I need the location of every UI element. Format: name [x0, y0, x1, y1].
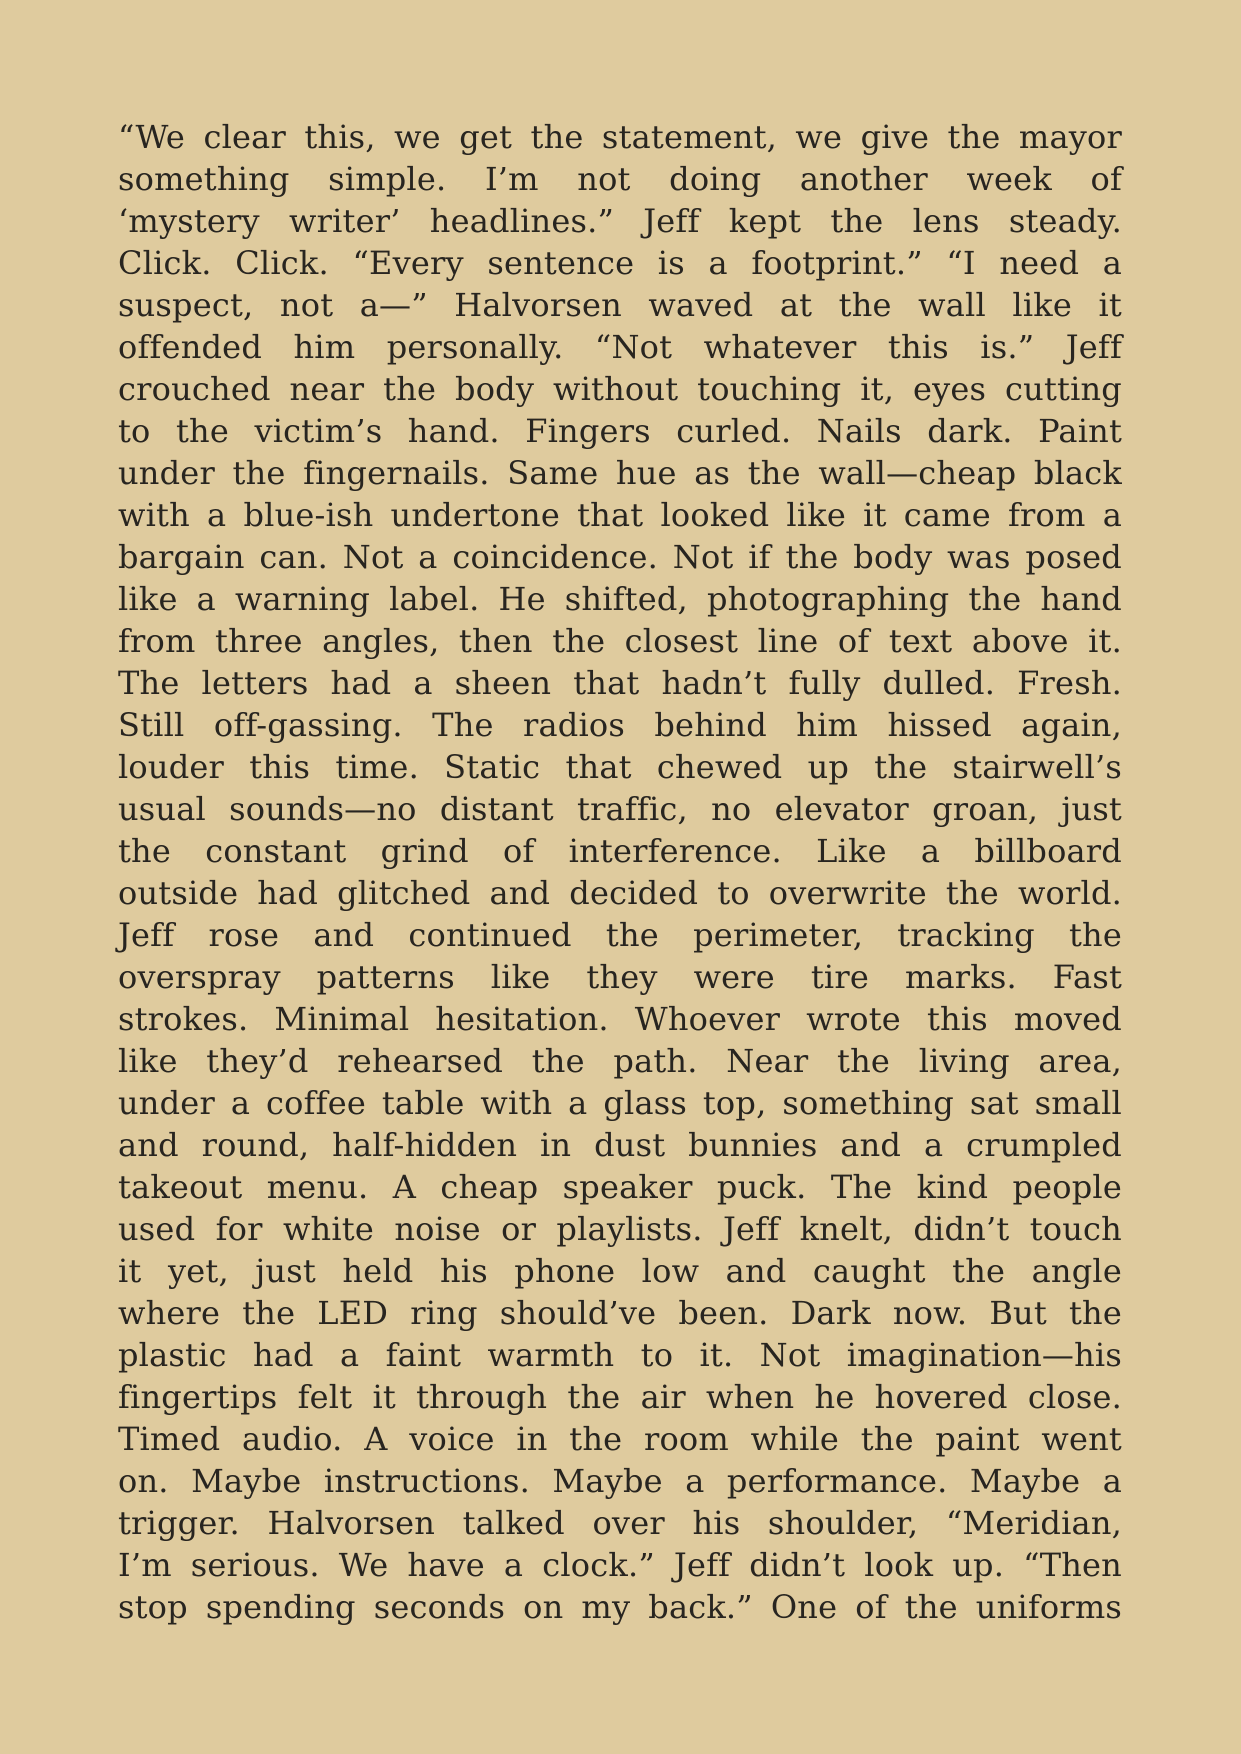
text-line: suspect, not a—” Halvorsen waved at the wall like it	[118, 286, 1122, 324]
story-text	[118, 116, 1122, 1628]
text-line: Still off-gassing. The radios behind him hissed again,	[118, 706, 1122, 744]
text-line: to the victim’s hand. Fingers curled. Nails dark. Paint	[118, 412, 1122, 450]
text-line: under the fingernails. Same hue as the wall—cheap black	[118, 454, 1122, 492]
text-line: Timed audio. A voice in the room while the paint went	[118, 1420, 1122, 1458]
text-line: “We clear this, we get the statement, we give the mayor	[118, 118, 1122, 156]
text-line: I’m serious. We have a clock.” Jeff didn’t look up. “Then	[118, 1546, 1122, 1584]
text-line: like a warning label. He shifted, photographing the hand	[118, 580, 1122, 618]
text-line: plastic had a faint warmth to it. Not imagination—his	[118, 1336, 1122, 1374]
text-line: offended him personally. “Not whatever this is.” Jeff	[118, 328, 1122, 366]
text-line: from three angles, then the closest line of text above it.	[118, 622, 1122, 660]
text-line: used for white noise or playlists. Jeff knelt, didn’t touch	[118, 1210, 1122, 1248]
text-line: overspray patterns like they were tire marks. Fast	[118, 958, 1122, 996]
text-line: louder this time. Static that chewed up the stairwell’s	[118, 748, 1122, 786]
text-line: outside had glitched and decided to overwrite the world.	[118, 874, 1122, 912]
text-line: the constant grind of interference. Like a billboard	[118, 832, 1122, 870]
text-line: ‘mystery writer’ headlines.” Jeff kept the lens steady.	[118, 202, 1122, 240]
text-line: trigger. Halvorsen talked over his shoulder, “Meridian,	[118, 1504, 1122, 1542]
text-line: where the LED ring should’ve been. Dark now. But the	[118, 1294, 1122, 1332]
text-line: usual sounds—no distant traffic, no elevator groan, just	[118, 790, 1122, 828]
text-line: strokes. Minimal hesitation. Whoever wrote this moved	[118, 1000, 1122, 1038]
text-line: crouched near the body without touching it, eyes cutting	[118, 370, 1122, 408]
text-line: Click. Click. “Every sentence is a footprint.” “I need a	[118, 244, 1122, 282]
text-line: under a coffee table with a glass top, something sat small	[118, 1084, 1122, 1122]
text-line: The letters had a sheen that hadn’t fully dulled. Fresh.	[118, 664, 1122, 702]
text-line: stop spending seconds on my back.” One of the uniforms	[118, 1588, 1122, 1626]
text-line: and round, half-hidden in dust bunnies and a crumpled	[118, 1126, 1122, 1164]
text-line: it yet, just held his phone low and caught the angle	[118, 1252, 1122, 1290]
text-line: on. Maybe instructions. Maybe a performance. Maybe a	[118, 1462, 1122, 1500]
text-line: Jeff rose and continued the perimeter, tracking the	[118, 916, 1122, 954]
text-line: takeout menu. A cheap speaker puck. The kind people	[118, 1168, 1122, 1206]
text-line: with a blue-ish undertone that looked like it came from a	[118, 496, 1122, 534]
text-line: fingertips felt it through the air when he hovered close.	[118, 1378, 1122, 1416]
text-line: bargain can. Not a coincidence. Not if the body was posed	[118, 538, 1122, 576]
text-line: something simple. I’m not doing another week of	[118, 160, 1122, 198]
text-line: like they’d rehearsed the path. Near the living area,	[118, 1042, 1122, 1080]
